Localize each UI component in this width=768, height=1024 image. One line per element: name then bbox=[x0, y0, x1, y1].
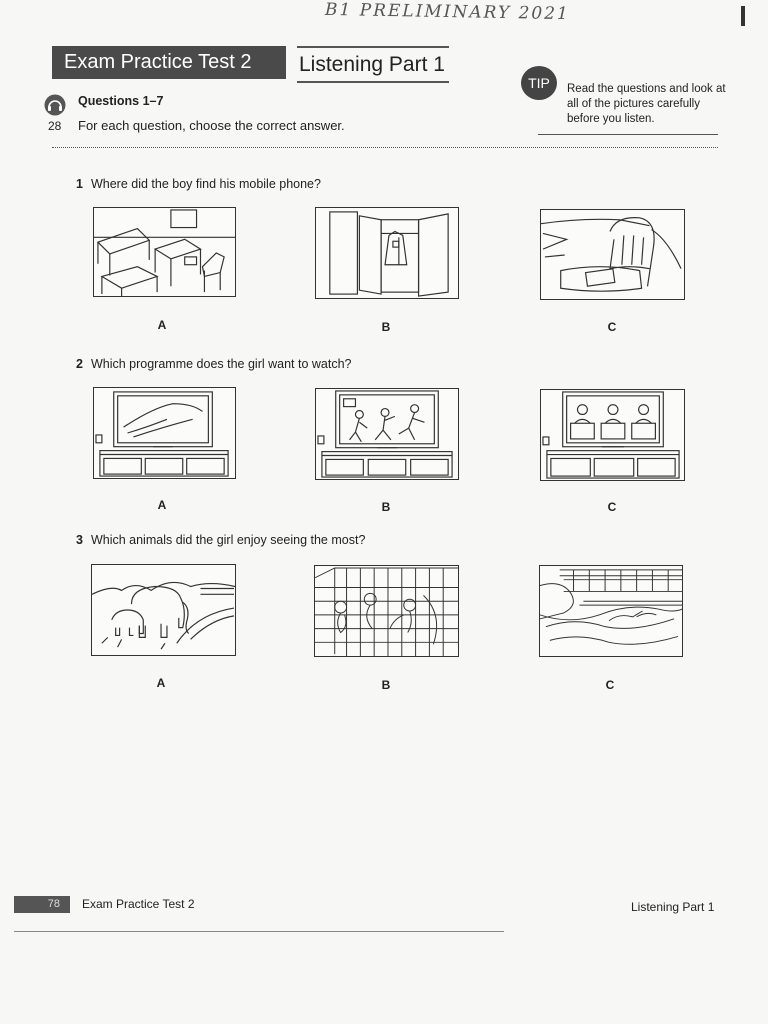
picture-tv-sports-programme[interactable] bbox=[315, 388, 459, 480]
page-number: 78 bbox=[14, 896, 70, 913]
tv-sports-illustration bbox=[316, 389, 458, 479]
picture-seals-in-pool[interactable] bbox=[539, 565, 683, 657]
picture-monkeys-in-cage[interactable] bbox=[314, 565, 459, 657]
tip-badge: TIP bbox=[521, 66, 557, 100]
option-letter: C bbox=[607, 500, 617, 514]
question-text: Where did the boy find his mobile phone? bbox=[90, 177, 321, 191]
dotted-divider bbox=[52, 147, 718, 148]
footer-test-title: Exam Practice Test 2 bbox=[82, 897, 195, 911]
question-number: 1 bbox=[76, 177, 83, 191]
track-number: 28 bbox=[48, 119, 62, 133]
tip-text: Read the questions and look at all of the pictures carefully before you listen. bbox=[567, 83, 726, 125]
picture-tv-nature-programme[interactable] bbox=[93, 387, 236, 479]
tv-quiz-illustration bbox=[541, 390, 684, 480]
picture-elephants[interactable] bbox=[91, 564, 236, 656]
question-number: 3 bbox=[76, 533, 83, 547]
option-letter: B bbox=[381, 678, 391, 692]
footer-part-title: Listening Part 1 bbox=[631, 900, 715, 914]
question-1 bbox=[76, 177, 321, 191]
option-letter: C bbox=[607, 320, 617, 334]
tip-divider bbox=[538, 134, 718, 135]
seals-pool-illustration bbox=[540, 566, 682, 656]
tv-nature-illustration bbox=[94, 388, 235, 478]
wardrobe-illustration bbox=[316, 208, 458, 298]
question-text: Which animals did the girl enjoy seeing the most? bbox=[90, 533, 366, 547]
questions-range: Questions 1–7 bbox=[78, 94, 164, 108]
corner-mark bbox=[741, 6, 745, 26]
option-letter: B bbox=[381, 500, 391, 514]
option-letter: A bbox=[157, 318, 167, 332]
picture-tv-quiz-show[interactable] bbox=[540, 389, 685, 481]
footer-divider bbox=[14, 931, 504, 932]
option-letter: C bbox=[605, 678, 615, 692]
instruction-text: For each question, choose the correct answer. bbox=[78, 118, 345, 133]
car-interior-illustration bbox=[541, 210, 684, 299]
classroom-desks-illustration bbox=[94, 208, 235, 296]
headphones-icon bbox=[44, 94, 66, 116]
option-letter: B bbox=[381, 320, 391, 334]
part-title: Listening Part 1 bbox=[297, 46, 449, 83]
question-2 bbox=[76, 357, 352, 371]
picture-classroom-desks[interactable] bbox=[93, 207, 236, 297]
question-3 bbox=[76, 533, 365, 547]
handwritten-note: B1 PRELIMINARY 2021 bbox=[324, 0, 570, 25]
picture-car-seat-with-phone[interactable] bbox=[540, 209, 685, 300]
test-title: Exam Practice Test 2 bbox=[52, 46, 286, 79]
option-letter: A bbox=[157, 498, 167, 512]
option-letter: A bbox=[156, 676, 166, 690]
monkeys-cage-illustration bbox=[315, 566, 458, 656]
question-number: 2 bbox=[76, 357, 83, 371]
question-text: Which programme does the girl want to watch? bbox=[90, 357, 352, 371]
picture-wardrobe-with-jacket[interactable] bbox=[315, 207, 459, 299]
elephants-illustration bbox=[92, 565, 235, 655]
